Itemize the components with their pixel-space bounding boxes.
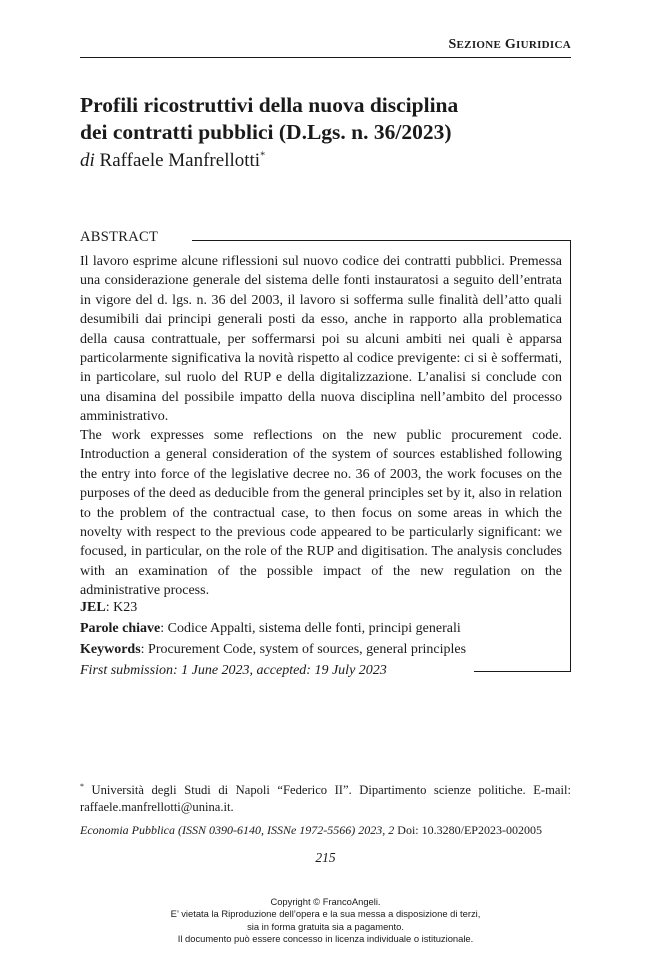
page-number: 215 [315, 850, 336, 865]
copyright-line-2: E’ vietata la Riproduzione dell’opera e la sua messa a disposizione di terzi, [170, 908, 481, 920]
abstract-heading: ABSTRACT [80, 229, 159, 245]
submission-dates: First submission: 1 June 2023, accepted: 19 July 2023 [80, 663, 387, 678]
keywords-en-value: : Procurement Code, system of sources, general principles [140, 642, 467, 657]
copyright-line-4: Il documento può essere concesso in licenza individuale o istituzionale. [177, 932, 474, 944]
author-footnote-mark[interactable]: * [260, 150, 266, 162]
journal-citation [80, 823, 571, 838]
author-prefix: di [80, 150, 95, 171]
article-metadata [80, 597, 562, 681]
section-header [80, 36, 571, 53]
author-footnote [80, 778, 571, 816]
header-rule [80, 57, 571, 58]
jel-row [80, 597, 562, 618]
section-word-1: EZIONE [456, 39, 502, 51]
abstract-italian: Il lavoro esprime alcune riflessioni sul nuovo codice dei contratti pubblici. Premessa una considerazione generale del sistema delle fonti instauratosi a seguito dell’entrata in vigore del d. lgs. n. 36 del 2003, il lavoro si sofferma sulle finalità dell’atto quali desumibili dai principi generali posti da esso, anche in rapporto alla problematica della causa contrattuale, per soffermarsi poi su alcuni ambiti nei quali è apparsa particolarmente significativa la novità rispetto al codice previgente: ci si è soffermati, in particolare, sul ruolo del RUP e della digitalizzazione. L’analisi si conclude con una disamina del possibile impatto della nuova disciplina nell’ambito del processo amministrativo. [80, 254, 562, 425]
jel-value: : K23 [105, 600, 138, 615]
jel-label: JEL [80, 600, 106, 615]
copyright-line-3: sia in forma gratuita sia a pagamento. [247, 920, 404, 932]
keywords-en-row [80, 639, 562, 660]
copyright-notice [80, 896, 571, 945]
abstract-frame-top [192, 240, 571, 241]
footnote-text: Università degli Studi di Napoli “Federico II”. Dipartimento scienze politiche. E-mail: raffaele.manfrellotti@unina.it. [80, 783, 571, 815]
abstract-frame-right [570, 240, 571, 672]
footnote-mark: * [80, 782, 84, 791]
keywords-it-label: Parole chiave [80, 621, 161, 636]
abstract-english: The work expresses some reflections on the new public procurement code. Introduction a general consideration of the system of sources established following the entry into force of the legislative decree no. 36 of 2003, the work focuses on the purposes of the deed as deducible from the general principles set by it, also in relation to the problem of the contractual case, to then focus on some areas in which the novelty with respect to the previous code appeared to be particularly significant: we focused, in particular, on the role of the RUP and digitisation. The analysis concludes with an examination of the possible impact of the new regulation on the administrative process. [80, 428, 562, 599]
title-line-1: Profili ricostruttivi della nuova disciplina [80, 93, 459, 117]
journal-name: Economia Pubblica (ISSN 0390-6140, ISSNe 1972-5566) 2023, 2 [80, 823, 395, 837]
author-name: Raffaele Manfrellotti [99, 150, 261, 171]
copyright-line-1: Copyright © FrancoAngeli. [270, 896, 381, 907]
keywords-en-label: Keywords [80, 642, 141, 657]
section-initial-2: G [504, 37, 517, 52]
keywords-it-row [80, 618, 562, 639]
title-line-2: dei contratti pubblici (D.Lgs. n. 36/2023) [80, 120, 452, 144]
section-initial-1: S [448, 37, 457, 52]
author-line [80, 150, 265, 172]
article-title [80, 92, 571, 146]
section-word-2: IURIDICA [516, 39, 571, 51]
keywords-it-value: : Codice Appalti, sistema delle fonti, principi generali [160, 621, 461, 636]
journal-doi[interactable]: Doi: 10.3280/EP2023-002005 [394, 823, 542, 837]
